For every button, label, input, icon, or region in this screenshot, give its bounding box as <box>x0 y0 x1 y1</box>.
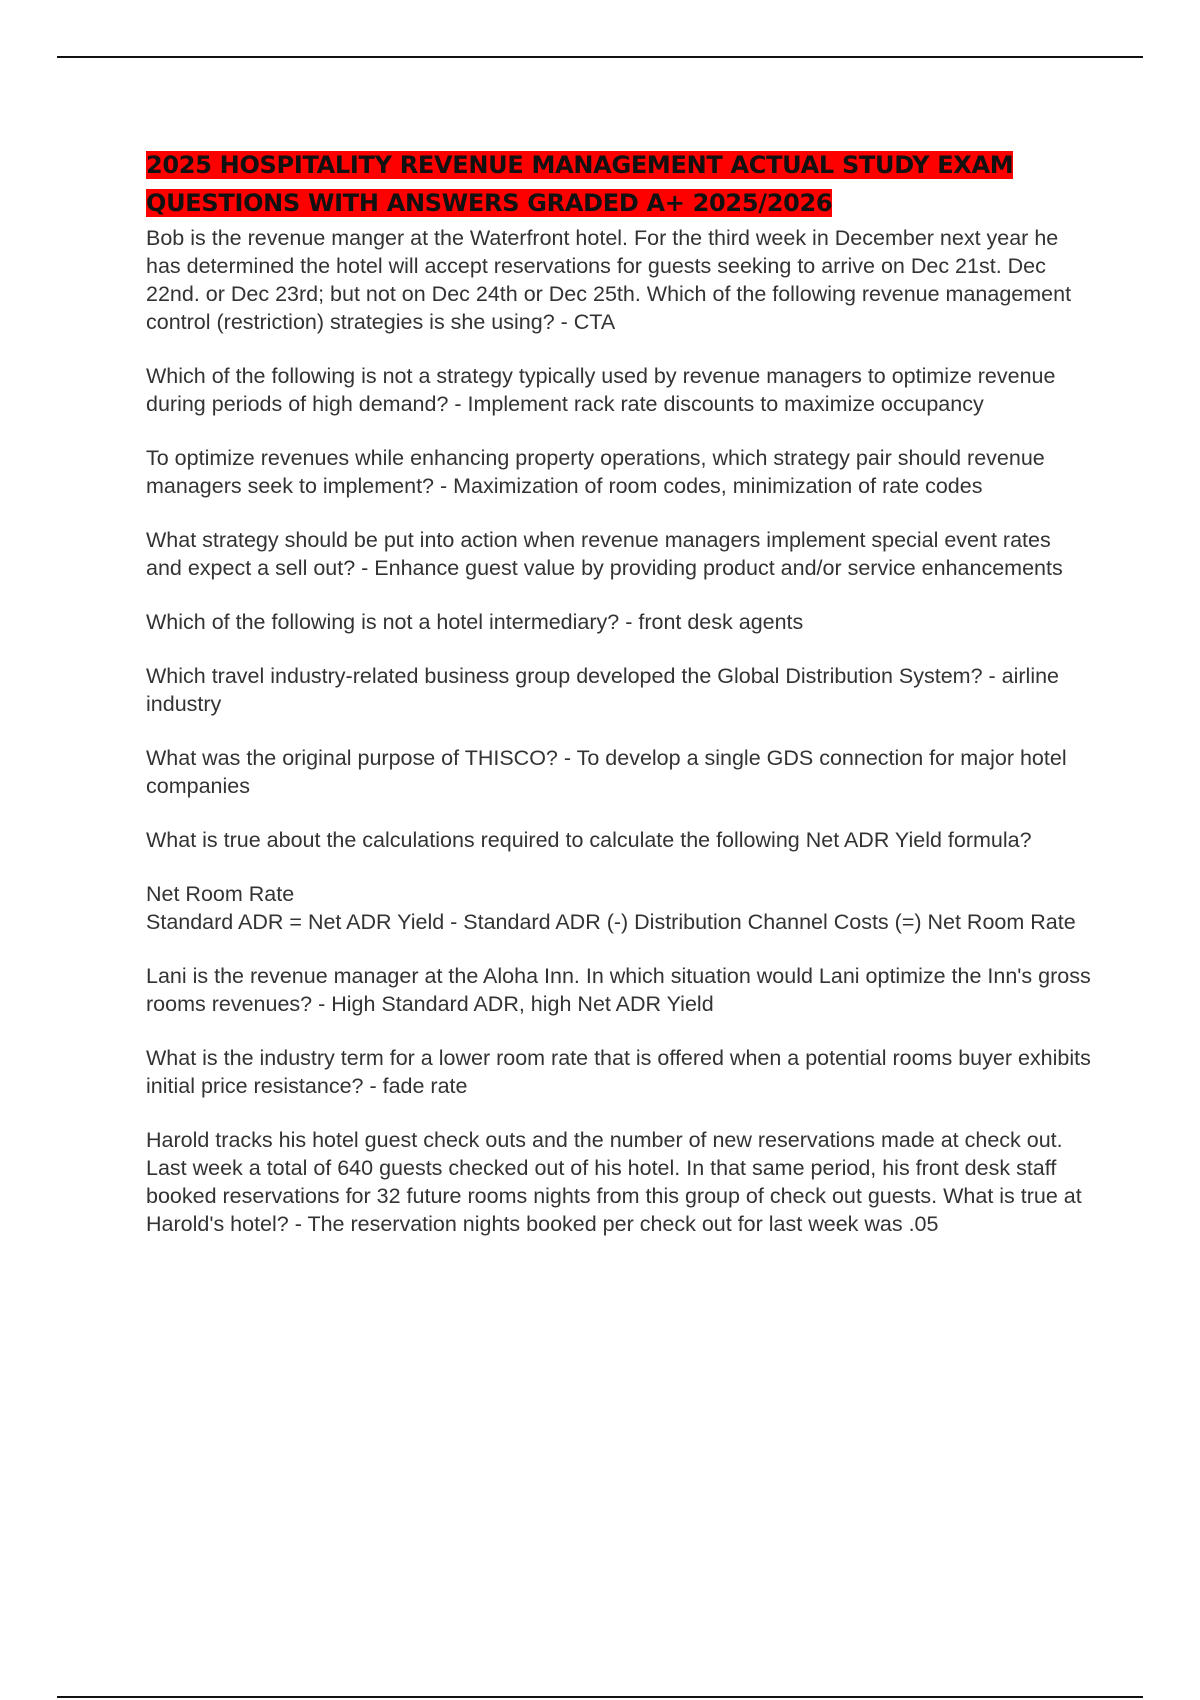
qa-item: Net Room Rate Standard ADR = Net ADR Yield - Standard ADR (-) Distribution Channel Costs (=) Net Room Rate <box>146 882 1076 934</box>
document-body <box>146 146 1092 1264</box>
qa-item: What is the industry term for a lower room rate that is offered when a potential rooms buyer exhibits initial price resistance? - fade rate <box>146 1046 1091 1098</box>
qa-item: What is true about the calculations required to calculate the following Net ADR Yield formula? <box>146 828 1032 852</box>
top-divider <box>57 56 1143 58</box>
qa-item: Harold tracks his hotel guest check outs and the number of new reservations made at check out. Last week a total of 640 guests checked out of his hotel. In that same period, his front desk staff booked reservations for 32 future rooms nights from this group of check out guests. What is true at Harold's hotel? - The reservation nights booked per check out for last week was .05 <box>146 1128 1082 1236</box>
qa-item: To optimize revenues while enhancing property operations, which strategy pair should revenue managers seek to implement? - Maximization of room codes, minimization of rate codes <box>146 446 1045 498</box>
document-title <box>146 146 1092 222</box>
qa-item: What strategy should be put into action when revenue managers implement special event rates and expect a sell out? - Enhance guest value by providing product and/or service enhancements <box>146 528 1063 580</box>
title-highlight: 2025 HOSPITALITY REVENUE MANAGEMENT ACTUAL STUDY EXAM QUESTIONS WITH ANSWERS GRADED A+ 2025/2026 <box>146 151 1014 217</box>
qa-item: Which travel industry-related business group developed the Global Distribution System? - airline industry <box>146 664 1060 716</box>
qa-item: Which of the following is not a hotel intermediary? - front desk agents <box>146 610 804 634</box>
bottom-divider <box>57 1696 1143 1698</box>
qa-item: Lani is the revenue manager at the Aloha Inn. In which situation would Lani optimize the Inn's gross rooms revenues? - High Standard ADR, high Net ADR Yield <box>146 964 1091 1016</box>
qa-item: What was the original purpose of THISCO? - To develop a single GDS connection for major hotel companies <box>146 746 1067 798</box>
qa-item: Bob is the revenue manger at the Waterfront hotel. For the third week in December next year he has determined the hotel will accept reservations for guests seeking to arrive on Dec 21st. Dec 22nd. or Dec 23rd; but not on Dec 24th or Dec 25th. Which of the following revenue management control (restriction) strategies is she using? - CTA <box>146 226 1072 334</box>
qa-item: Which of the following is not a strategy typically used by revenue managers to optimize revenue during periods of high demand? - Implement rack rate discounts to maximize occupancy <box>146 364 1056 416</box>
